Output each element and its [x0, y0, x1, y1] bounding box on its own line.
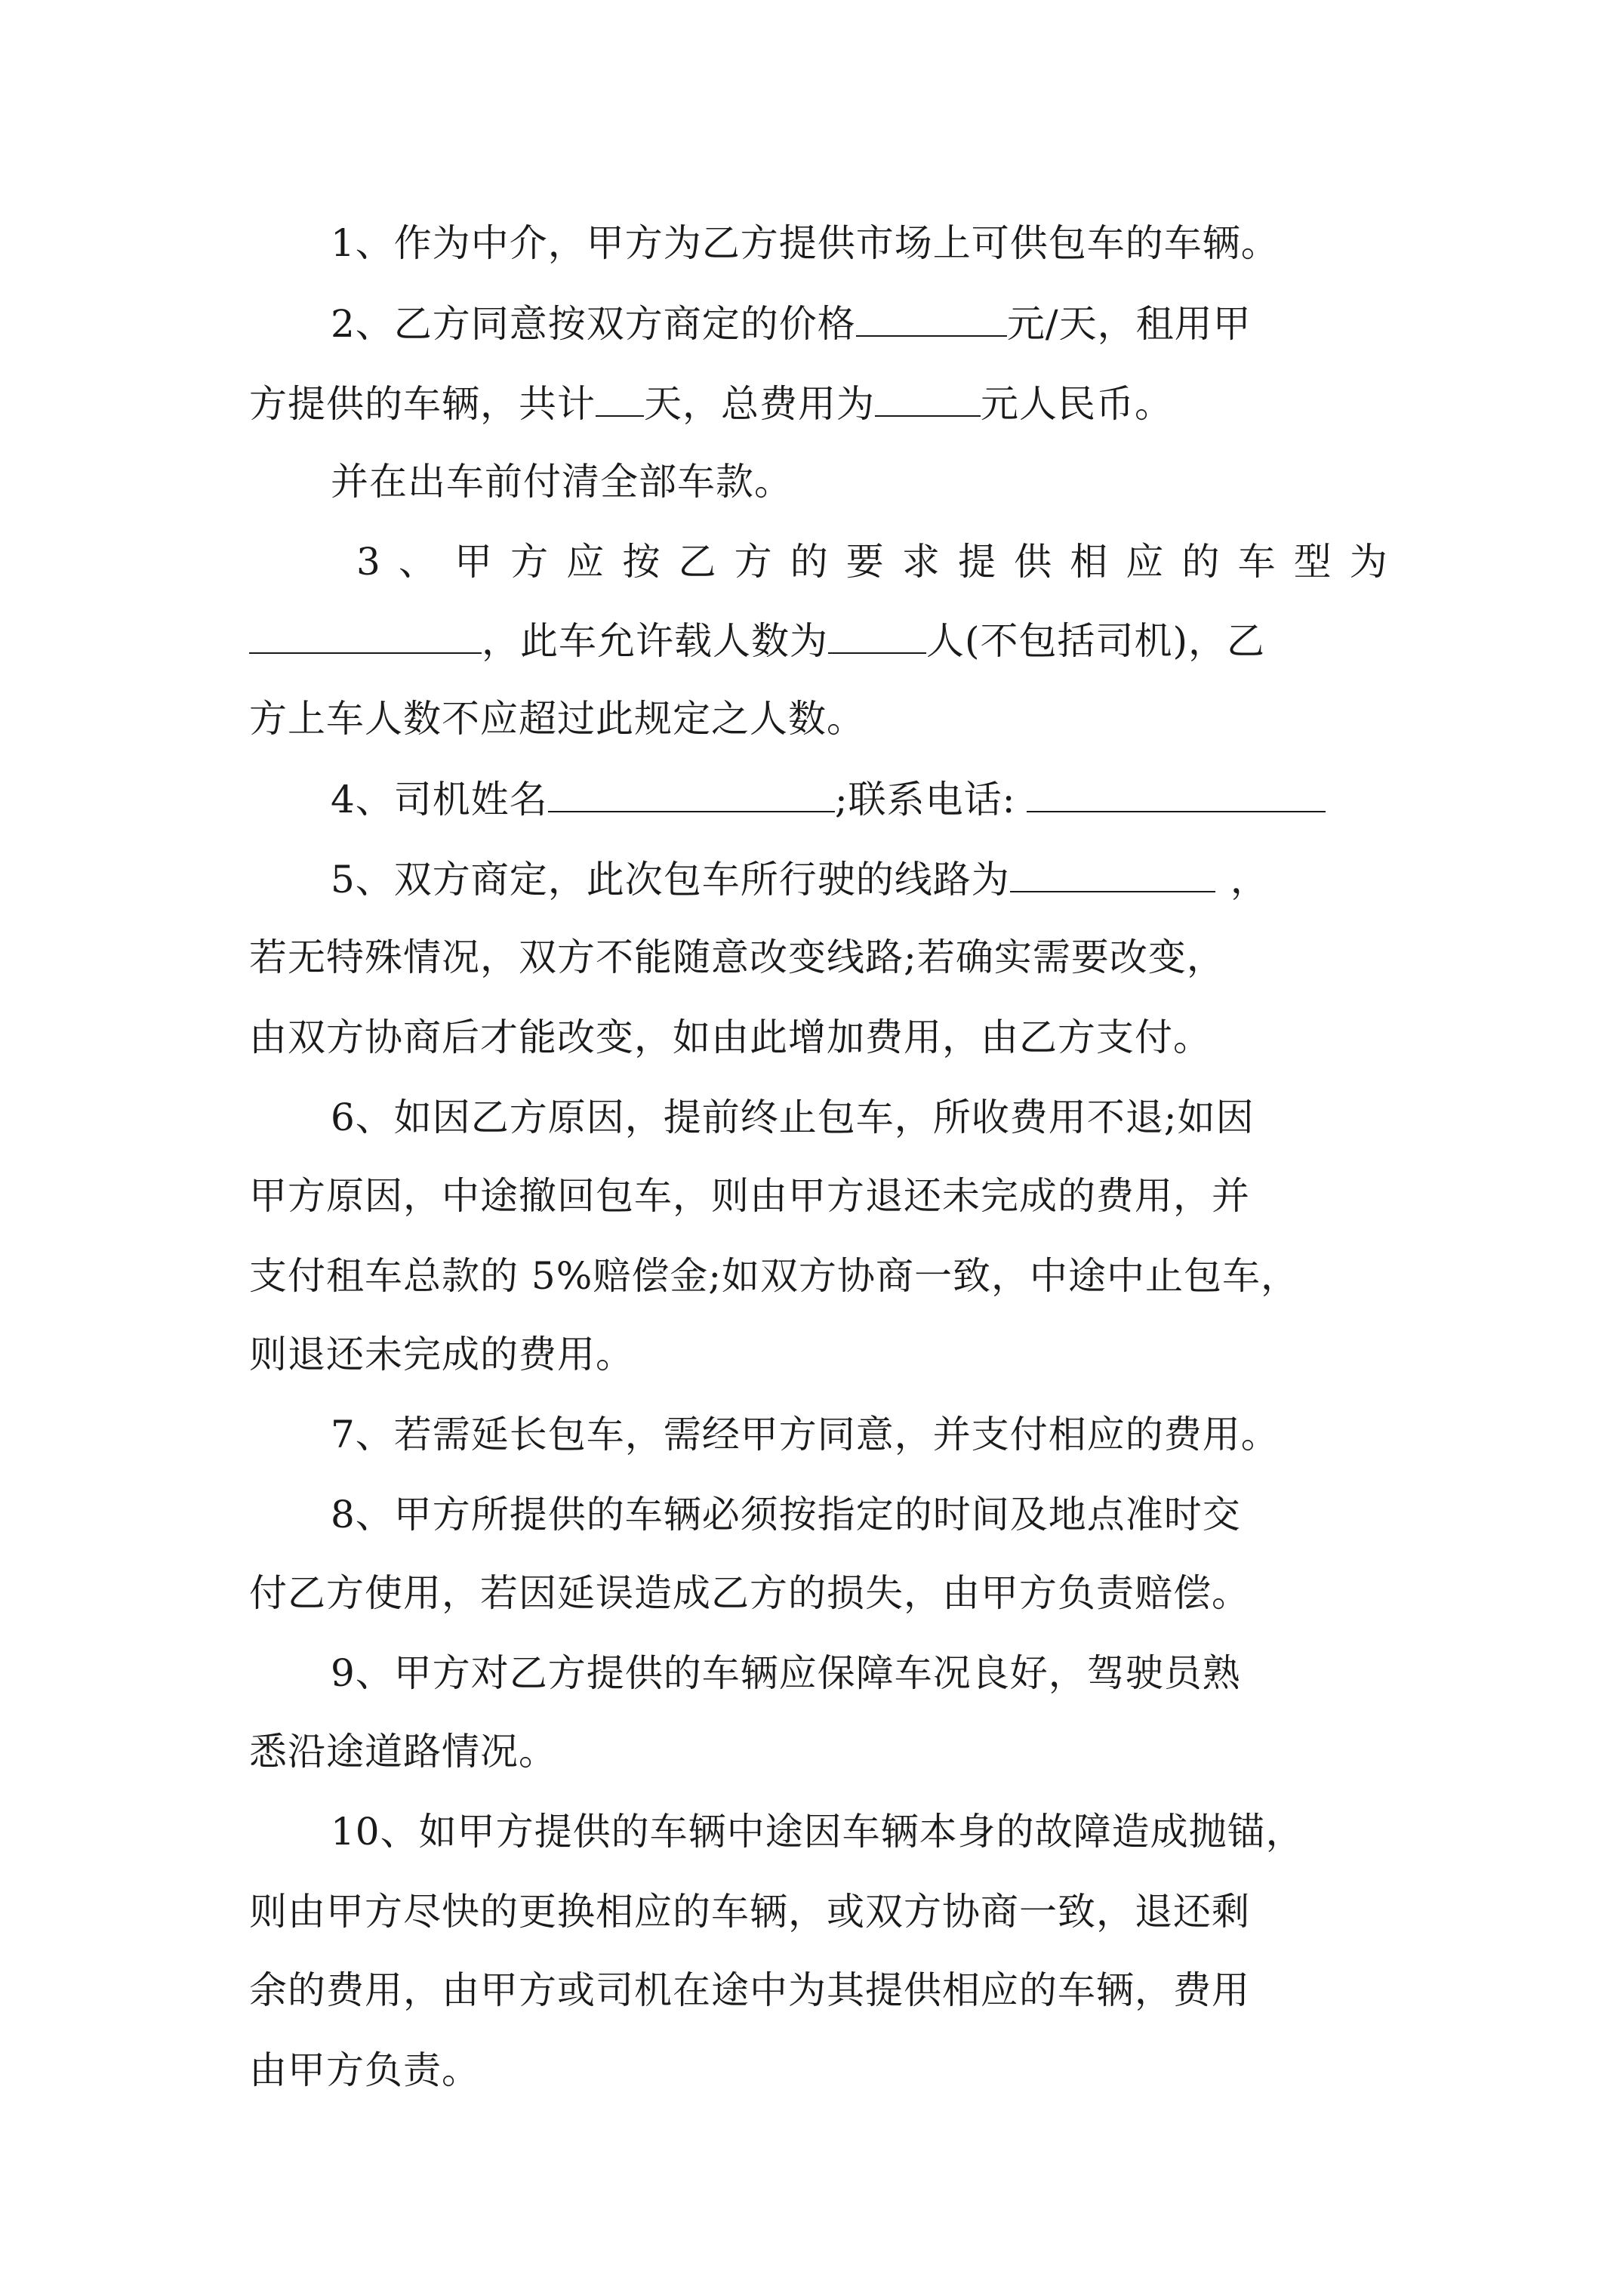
- clause-5-line-1-text-a: 5、双方商定，此次包车所行驶的线路为: [331, 858, 1010, 901]
- clause-3-line-1: [356, 539, 1387, 584]
- clause-3-line-1-char: 按: [622, 540, 661, 584]
- clause-8-line-2: 付乙方使用，若因延误造成乙方的损失，由甲方负责赔偿。: [249, 1571, 1250, 1615]
- days-blank: [596, 381, 644, 417]
- clause-10-line-4: 由甲方负责。: [249, 2048, 480, 2092]
- clause-3-line-1-char: 的: [790, 540, 828, 584]
- clause-8-line-1: 8、甲方所提供的车辆必须按指定的时间及地点准时交: [331, 1493, 1241, 1536]
- clause-3-line-1-char: 要: [845, 540, 884, 584]
- clause-2-line-2-text-a: 方提供的车辆，共计: [249, 382, 596, 426]
- clause-2-line-1: [331, 300, 1252, 347]
- clause-3-line-1-char: 应: [566, 540, 605, 584]
- clause-3-line-1-char: 供: [1014, 540, 1052, 584]
- clause-7-line-1: 7、若需延长包车，需经甲方同意，并支付相应的费用。: [331, 1413, 1280, 1456]
- price-per-day-blank: [856, 300, 1007, 337]
- clause-3-line-1-char: 相: [1070, 540, 1108, 584]
- clause-3-line-2: [249, 618, 1265, 664]
- clause-5-line-2: 若无特殊情况，双方不能随意改变线路;若确实需要改变，: [249, 935, 1225, 979]
- driver-name-blank: [548, 776, 835, 812]
- clause-3-line-1-char: 方: [510, 540, 549, 584]
- clause-10-line-2: 则由甲方尽快的更换相应的车辆，或双方协商一致，退还剩: [249, 1890, 1250, 1934]
- clause-3-line-1-char: 应: [1126, 540, 1164, 584]
- clause-4-line-1: [331, 776, 1326, 822]
- clause-3-line-1-char: 求: [901, 540, 940, 584]
- clause-1-line-1: 1、作为中介，甲方为乙方提供市场上可供包车的车辆。: [331, 221, 1280, 265]
- clause-3-line-2-text-a: ，此车允许载人数为: [482, 619, 828, 663]
- clause-2-line-1-text-b: 元/天，租用甲: [1006, 302, 1252, 346]
- clause-6-line-1: 6、如因乙方原因，提前终止包车，所收费用不退;如因: [331, 1096, 1255, 1139]
- clause-9-line-1: 9、甲方对乙方提供的车辆应保障车况良好，驾驶员熟: [331, 1651, 1241, 1695]
- clause-3-line-1-char: 车: [1237, 540, 1276, 584]
- clause-10-line-1: 10、如甲方提供的车辆中途因车辆本身的故障造成抛锚，: [331, 1810, 1304, 1854]
- clause-10-line-3: 余的费用，由甲方或司机在途中为其提供相应的车辆，费用: [249, 1968, 1250, 2012]
- clause-6-line-2: 甲方原因，中途撤回包车，则由甲方退还未完成的费用，并: [249, 1174, 1250, 1218]
- clause-3-line-1-char: 甲: [454, 540, 493, 584]
- driver-name-label: 4、司机姓名: [331, 778, 548, 821]
- clause-3-line-1-char: 型: [1293, 540, 1332, 584]
- clause-2-line-1-text-a: 2、乙方同意按双方商定的价格: [331, 302, 856, 346]
- clause-3-line-1-char: 为: [1349, 540, 1387, 584]
- clause-5-line-3: 由双方协商后才能改变，如由此增加费用，由乙方支付。: [249, 1015, 1212, 1059]
- clause-2-line-2-text-c: 元人民币。: [981, 382, 1173, 426]
- clause-3-line-2-text-b: 人(不包括司机)，乙: [926, 619, 1266, 663]
- clause-3-line-1-char: 提: [958, 540, 996, 584]
- clause-2-line-2: [249, 381, 1173, 427]
- total-fee-blank: [875, 381, 981, 417]
- clause-2-line-2-text-b: 天，总费用为: [644, 382, 875, 426]
- vehicle-type-blank: [249, 618, 482, 654]
- clause-2-line-3: 并在出车前付清全部车款。: [331, 460, 793, 504]
- contact-phone-blank: [1027, 776, 1326, 812]
- clause-6-line-4: 则退还未完成的费用。: [249, 1333, 634, 1376]
- clause-3-line-1-char: 、: [398, 540, 436, 584]
- contact-phone-label: ;联系电话:: [834, 778, 1016, 821]
- clause-5-line-1-text-b: ，: [1230, 858, 1269, 901]
- clause-5-line-1: [331, 856, 1269, 902]
- route-blank: [1010, 856, 1215, 892]
- clause-3-line-1-char: 乙: [678, 540, 716, 584]
- clause-3-line-1-char: 方: [734, 540, 772, 584]
- passenger-count-blank: [828, 618, 926, 654]
- clause-9-line-2: 悉沿途道路情况。: [249, 1730, 557, 1774]
- clause-3-line-3: 方上车人数不应超过此规定之人数。: [249, 697, 865, 741]
- clause-3-line-1-char: 3: [356, 540, 380, 584]
- clause-3-line-1-char: 的: [1181, 540, 1220, 584]
- clause-6-line-3: 支付租车总款的 5%赔偿金;如双方协商一致，中途中止包车，: [249, 1254, 1300, 1298]
